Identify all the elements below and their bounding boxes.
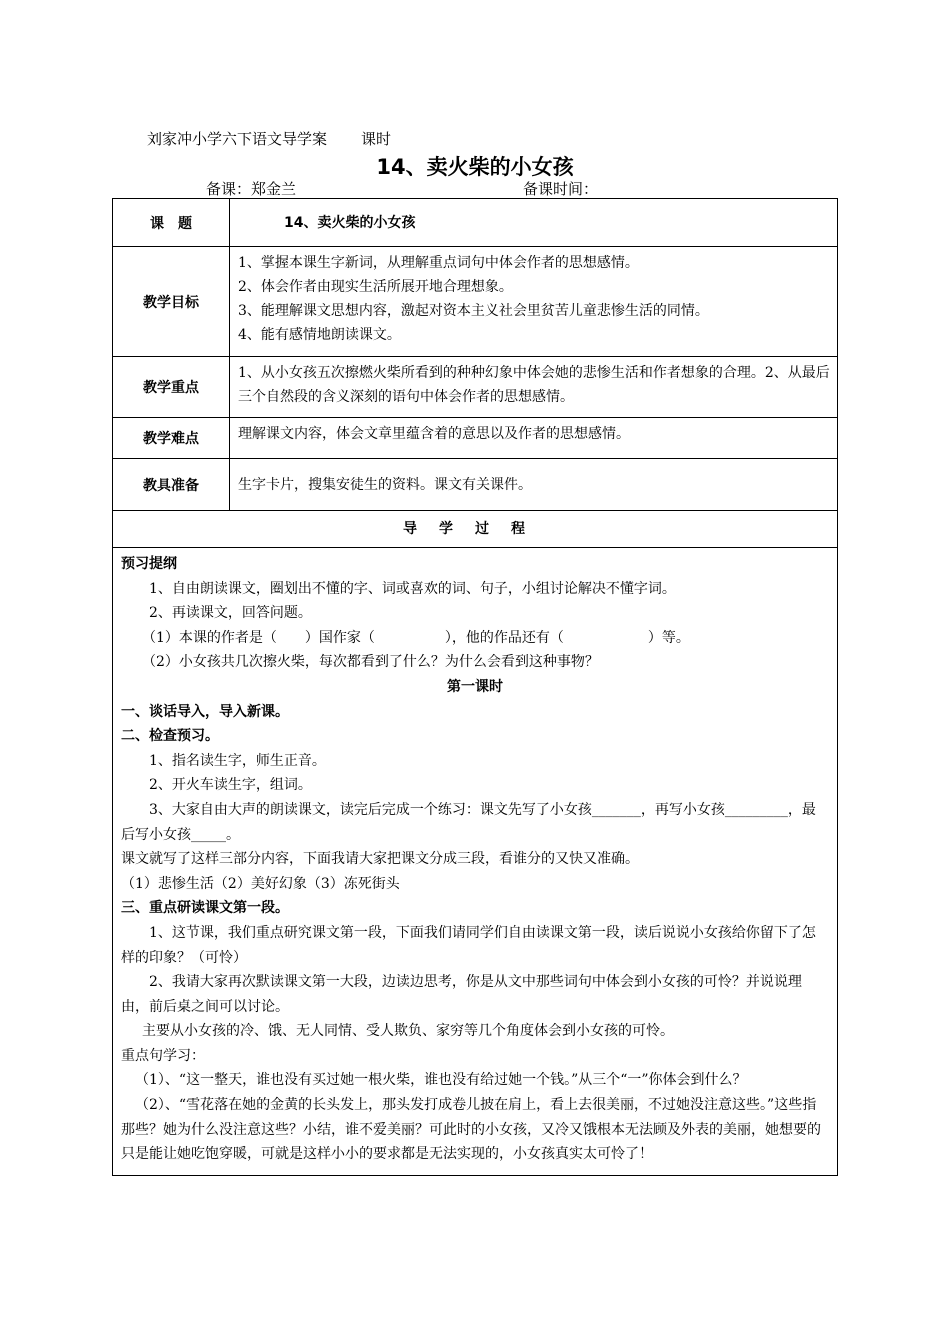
topic-label: 课 题	[113, 199, 230, 247]
division-parts: （1）悲惨生活（2）美好幻象（3）冻死街头	[121, 875, 400, 892]
check-item: 2、开火车读生字，组词。	[149, 777, 312, 794]
process-body	[113, 548, 838, 1176]
section-heading: 二、检查预习。	[121, 728, 219, 745]
process-heading-row	[113, 511, 838, 548]
prepared-by: 备课：郑金兰	[206, 180, 297, 198]
check-item: 1、指名读生字，师生正音。	[149, 752, 326, 769]
lesson-heading: 第一课时	[447, 678, 503, 695]
goal-item: 1、掌握本课生字新词，从理解重点词句中体会作者的思想感情。	[238, 255, 639, 271]
key-points-value: 1、从小女孩五次擦燃火柴所看到的种种幻象中体会她的悲惨生活和作者想象的合理。2、从最后三个自然段的含义深刻的语句中体会作者的思想感情。	[230, 357, 838, 418]
key-sentence: （2）、“雪花落在她的金黄的长头发上，那头发打成卷儿披在肩上，看上去很美丽，不过她没注意这些。”这些指那些？她为什么没注意这些？小结，谁不爱美丽？可此时的小女孩，又冷又饿根本无法顾及外表的美丽，她想要的只是能让她吃饱穿暖，可就是这样小小的要求都是无法实现的，小女孩真实太可怜了！	[121, 1097, 821, 1163]
preview-item: 1、自由朗读课文，圈划出不懂的字、词或喜欢的词、句子，小组讨论解决不懂字词。	[149, 580, 676, 597]
goal-item: 3、能理解课文思想内容，激起对资本主义社会里贫苦儿童悲惨生活的同情。	[238, 303, 709, 319]
study-item: 2、我请大家再次默读课文第一大段，边读边思考，你是从文中那些词句中体会到小女孩的可怜？并说说理由，前后桌之间可以讨论。	[121, 974, 802, 1015]
preview-heading: 预习提纲	[121, 556, 177, 572]
key-points-label: 教学重点	[113, 357, 230, 418]
prep-time: 备课时间：	[523, 180, 599, 198]
process-body-row	[113, 548, 838, 1176]
process-heading: 导学过程	[113, 511, 838, 548]
goals-list	[230, 247, 838, 357]
materials-row	[113, 459, 838, 511]
goal-item: 2、体会作者由现实生活所展开地合理想象。	[238, 279, 513, 295]
key-sentence-heading: 重点句学习：	[121, 1047, 205, 1064]
school-header-line	[147, 128, 391, 149]
materials-label: 教具准备	[113, 459, 230, 511]
period-label: 课时	[361, 130, 392, 148]
summary-text: 主要从小女孩的冷、饿、无人同情、受人欺负、家穷等几个角度体会到小女孩的可怜。	[142, 1023, 674, 1040]
difficulties-row	[113, 418, 838, 459]
goal-item: 4、能有感情地朗读课文。	[238, 327, 401, 343]
section-heading: 一、谈话导入，导入新课。	[121, 703, 289, 720]
lesson-plan-table	[112, 198, 838, 1176]
topic-value: 14、卖火柴的小女孩	[284, 214, 416, 231]
study-item: 1、这节课，我们重点研究课文第一段，下面我们请同学们自由读课文第一段，读后说说小女孩给你留下了怎样的印象？（可怜）	[121, 924, 816, 966]
key-sentence: （1）、“这一整天，谁也没有买过她一根火柴，谁也没有给过她一个钱。”从三个“一”你体会到什么？	[135, 1072, 747, 1089]
preview-item: （1）本课的作者是（ ）国作家（ ），他的作品还有（ ）等。	[142, 629, 690, 646]
materials-value: 生字卡片，搜集安徒生的资料。课文有关课件。	[230, 459, 838, 511]
difficulties-label: 教学难点	[113, 418, 230, 459]
key-points-row	[113, 357, 838, 418]
goals-row	[113, 247, 838, 357]
difficulties-value: 理解课文内容，体会文章里蕴含着的意思以及作者的思想感情。	[230, 418, 838, 459]
preview-item: （2）小女孩共几次擦火柴，每次都看到了什么？为什么会看到这种事物？	[142, 654, 599, 671]
school-line: 刘家冲小学六下语文导学案	[147, 130, 328, 148]
topic-row	[113, 199, 838, 247]
check-item: 3、大家自由大声的朗读课文，读完后完成一个练习：课文先写了小女孩_______，再写小女孩_________，最后写小女孩_____。	[121, 801, 816, 843]
section-heading: 三、重点研读课文第一段。	[121, 900, 289, 917]
page-title: 14、卖火柴的小女孩	[376, 155, 574, 179]
goals-label: 教学目标	[113, 247, 230, 357]
preview-item: 2、再读课文，回答问题。	[149, 605, 312, 622]
division-text: 课文就写了这样三部分内容，下面我请大家把课文分成三段，看谁分的又快又准确。	[121, 851, 639, 868]
